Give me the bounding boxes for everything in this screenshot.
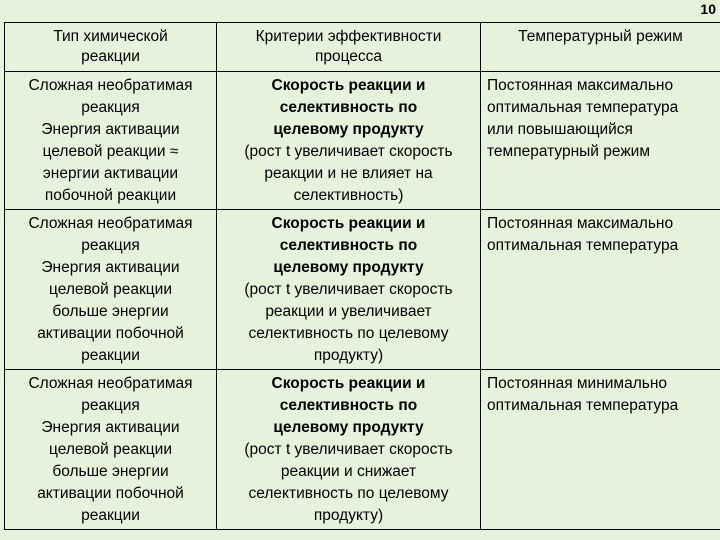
table-row: [5, 210, 720, 370]
criteria-bold-line: Скорость реакции и: [271, 77, 426, 94]
table-row: [5, 370, 720, 530]
cell-line: Сложная необратимая: [28, 215, 193, 232]
table-row: [5, 72, 720, 210]
header-reaction-type: [5, 23, 217, 72]
cell-efficiency-criteria: [217, 72, 481, 210]
header-line: Критерии эффективности: [255, 28, 442, 45]
header-efficiency-criteria: [217, 23, 481, 72]
cell-line: реакция: [81, 99, 140, 116]
criteria-bold-line: целевому продукту: [273, 419, 424, 436]
cell-temperature-mode: [481, 210, 720, 370]
cell-temperature-mode: [481, 72, 720, 210]
cell-line: Энергия активации: [41, 259, 180, 276]
criteria-note-line: селективность по целевому: [248, 485, 449, 502]
cell-line: целевой реакции: [49, 281, 172, 298]
cell-line: реакции: [81, 507, 140, 524]
reaction-temperature-table: [4, 22, 720, 530]
criteria-bold-line: селективность по: [279, 397, 418, 414]
cell-line: Постоянная максимально: [487, 77, 674, 94]
criteria-bold-line: селективность по: [279, 99, 418, 116]
criteria-note-line: реакции и увеличивает: [265, 303, 432, 320]
cell-line: больше энергии: [52, 303, 169, 320]
cell-line: Энергия активации: [41, 121, 180, 138]
cell-line: или повышающийся: [487, 121, 633, 138]
criteria-note-line: (рост t увеличивает скорость: [244, 281, 453, 298]
criteria-bold-line: целевому продукту: [273, 259, 424, 276]
cell-line: целевой реакции ≈: [42, 143, 179, 160]
header-line: Температурный режим: [518, 28, 683, 45]
cell-line: температурный режим: [487, 143, 650, 160]
criteria-bold-line: селективность по: [279, 237, 418, 254]
cell-reaction-type: [5, 370, 217, 530]
header-temperature-mode: [481, 23, 720, 72]
cell-reaction-type: [5, 72, 217, 210]
cell-line: энергии активации: [42, 165, 179, 182]
header-line: реакции: [81, 48, 140, 65]
cell-line: реакция: [81, 237, 140, 254]
cell-line: активации побочной: [37, 485, 184, 502]
cell-line: оптимальная температура: [487, 397, 679, 414]
cell-line: реакция: [81, 397, 140, 414]
criteria-note-line: продукту): [313, 347, 384, 364]
criteria-note-line: селективность по целевому: [248, 325, 449, 342]
cell-line: реакции: [81, 347, 140, 364]
cell-line: Энергия активации: [41, 419, 180, 436]
criteria-note-line: (рост t увеличивает скорость: [244, 143, 453, 160]
criteria-note-line: реакции и снижает: [280, 463, 417, 480]
cell-line: побочной реакции: [44, 187, 177, 204]
criteria-bold-line: целевому продукту: [273, 121, 424, 138]
cell-line: оптимальная температура: [487, 99, 679, 116]
cell-line: Сложная необратимая: [28, 77, 193, 94]
criteria-note-line: реакции и не влияет на: [264, 165, 433, 182]
cell-line: оптимальная температура: [487, 237, 679, 254]
cell-reaction-type: [5, 210, 217, 370]
cell-efficiency-criteria: [217, 370, 481, 530]
header-line: Тип химической: [53, 28, 168, 45]
cell-line: активации побочной: [37, 325, 184, 342]
cell-line: Постоянная максимально: [487, 215, 674, 232]
criteria-note-line: (рост t увеличивает скорость: [244, 441, 453, 458]
criteria-note-line: селективность): [293, 187, 404, 204]
cell-line: Сложная необратимая: [28, 375, 193, 392]
cell-line: больше энергии: [52, 463, 169, 480]
cell-line: целевой реакции: [49, 441, 172, 458]
cell-temperature-mode: [481, 370, 720, 530]
cell-line: Постоянная минимально: [487, 375, 667, 392]
criteria-note-line: продукту): [313, 507, 384, 524]
header-line: процесса: [314, 48, 383, 65]
criteria-bold-line: Скорость реакции и: [271, 375, 426, 392]
cell-efficiency-criteria: [217, 210, 481, 370]
page-number: 10: [700, 1, 716, 17]
criteria-bold-line: Скорость реакции и: [271, 215, 426, 232]
table-header-row: [5, 23, 720, 72]
